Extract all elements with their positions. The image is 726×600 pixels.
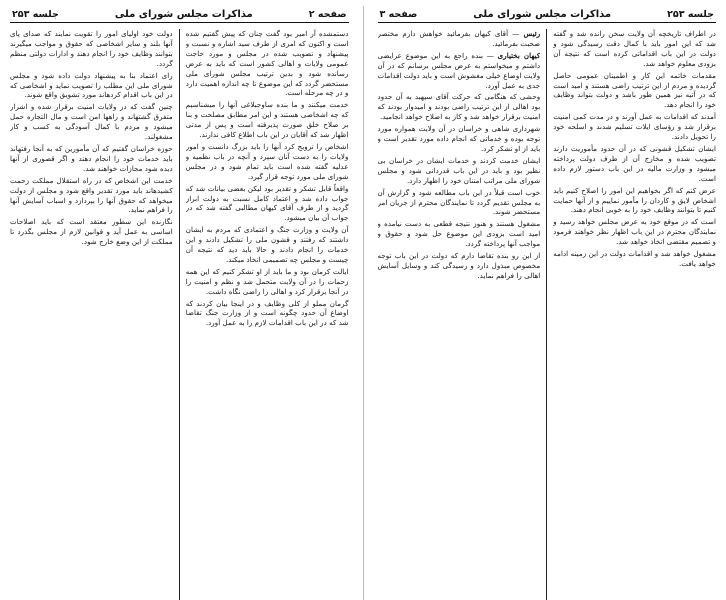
paragraph [378,188,541,218]
speaker-name: رئیس [523,29,541,38]
paragraph [10,217,173,247]
paragraph-text: مشغول هستند و هنوز نتیجه قطعی به دست نیامده و امید است بزودی این موضوع حل شود و حقوق و مواجب آنها پرداخته گردد. [377,219,541,249]
paragraph-text: گرمان مملو از کلی وظایف و در اینجا بیان کردند که اوضاع آن حدود چگونه است و از وزارت جنگ تقاضا شد که در این باب اقدامات لازم را به عمل آورد. [185,298,349,328]
paragraph-text: مقدمات خاتمه این کار و اطمینان عمومی حاصل گردیده و مردم از این ترتیب راضی هستند و امید است که در آتیه نیز همین طور باشد و دولت بتواند وظایف خود را انجام دهد. [553,70,716,110]
paragraph-text: شهرداری شاهی و خراسان در آن ولایت همواره مورد توجه بوده و خدماتی که انجام داده مورد تقدیر است و باید از او تشکر کرد. [377,124,541,153]
paragraph [553,29,716,69]
column-divider [546,29,547,600]
column-divider [179,29,180,600]
paragraph [10,176,173,216]
paragraph-text: دستمشده آر امیر بود گفت چنان که پیش گفتیم شده است و اکنون که امری از طرف سید اشاره و نسبت و پیشنهاد و تصویب شده در مجلس و مورد حاجت عمومی ولایات و اهالی کشور است که باید به عرض رسانده شود و بدین ترتیب مجلس شورای ملی مستحضر گردد که این موضوع تا چه اندازه اهمیت دارد و در چه مرحله است. [185,29,349,98]
paragraph-text: اشخاص را ترویج کرد آنها را باید بزرگ دانست و امور ولایات را به دست آنان سپرد و آنچه در باب نظمیه و عدلیه گفته شده است باید تمام شود و در مجلس شورای ملی مورد توجه قرار گیرد. [185,141,349,181]
paragraph [378,156,541,186]
left-page-column-1 [553,29,716,600]
paragraph [186,225,349,265]
paragraph [186,267,349,297]
right-page-column-1 [186,29,349,600]
paragraph [553,144,716,184]
left-page-title: مذاکرات مجلس شورای ملی [473,9,612,20]
paragraph [553,217,716,247]
paragraph [378,92,541,122]
paragraph-text: نگارنده این سطور معتقد است که باید اصلاحات اساسی به عمل آید و قوانین لازم از مجلس بگذرد تا مملکت از این وضع خارج شود. [10,217,173,247]
paragraph [10,102,173,142]
paragraph [10,144,173,174]
paragraph-text: چنین گفت که در ولایات امنیت برقرار شده و اشرار متفرق گشتهاند و راهها امن است و مال التجاره حمل میشود و مردم با کمال آسودگی به کسب و کار مشغولند. [10,102,173,142]
paragraph [378,251,541,281]
paragraph [186,142,349,182]
paragraph [378,51,541,91]
left-page-column-2 [378,29,541,600]
paragraph-text: است که در موقع خود به عرض مجلس خواهد رسید و نمایندگان محترم در این باب اظهار نظر خواهند فرمود و تصمیم مقتضی اتخاذ خواهد شد. [553,217,716,247]
left-page-number: صفحه ۳ [379,9,418,20]
right-page-header [10,6,349,23]
paragraph [10,29,173,69]
left-page-session: جلسه ۲۵۳ [667,9,714,20]
paragraph [553,186,716,216]
paragraph [378,124,541,154]
paragraph-text: از این رو بنده تقاضا دارم که دولت در این باب توجه مخصوص مبذول دارد و رسیدگی کند و وسایل آسایش اهالی را فراهم نماید. [377,251,541,280]
paragraph [553,249,716,269]
right-page-number: صفحه ۲ [308,9,347,20]
paragraph-text: واقعاً قابل تشکر و تقدیر بود لیکن بعضی بیانات شد که جواب داده شد و اعتماد کامل نسبت به دولت ابراز گردید و از طرف آقای کیهان مطالبی گفته شد که در جواب آن بیان میشود. [185,183,349,223]
paragraph-text: خوب است قبلاً در این باب مطالعه شود و گزارش آن به مجلس تقدیم گردد تا نمایندگان محترم از جریان امر مستحضر شوند. [377,187,541,217]
paragraph-text: ایشان تشکیل قشونی که در آن حدود مأموریت دارند تصویب شده و مخارج آن از طرف دولت پرداخته میشود و وزارت مالیه در این باب دستور لازم داده است. [553,143,716,183]
paragraph [378,29,541,49]
paragraph [553,112,716,142]
paragraph-text: خدمت میکنند و ما بنده ساوجبلاغی آنها را میشناسیم که چه اشخاصی هستند و این امر مطابق مصلحت و بنا بر صلاح خلق صورت پذیرفته است و پس از مدتی اظهار شد که آقایان در این باب اطلاع کافی ندارند. [185,100,349,140]
left-page-body [378,23,717,600]
paragraph-text: رای اعتماد بنا به پیشنهاد دولت داده شود و مجلس شورای ملی این مطلب را تصویب نماید و اشخاصی که در این باب اقدام کردهاند مورد تشویق واقع شوند. [10,70,173,100]
paragraph-text: در اطراف تاریخچه آن ولایت سخن رانده شد و گفته شد که این امور باید با کمال دقت رسیدگی شود و دولت در این باب اقداماتی کرده است که نتیجه آن بزودی معلوم خواهد شد. [553,29,716,68]
paragraph-text: ایالت کرمان بود و ما باید از او تشکر کنیم که این همه زحمات را در آن ولایت متحمل شد و نظم و امنیت را در آنجا برقرار کرد و اهالی را راضی نگاه داشت. [185,266,349,296]
paragraph [378,219,541,249]
paragraph-text: عرض کنم که اگر بخواهیم این امور را اصلاح کنیم باید اشخاص لایق و کاردان را مأمور نماییم و از آنها حمایت کنیم تا بتوانند وظایف خود را به خوبی انجام دهند. [553,185,716,215]
right-page-body [10,23,349,600]
page-gutter [363,6,364,600]
right-page-session: جلسه ۲۵۳ [12,9,59,20]
paragraph-text: مشغول خواهد شد و اقدامات دولت در این زمینه ادامه خواهد یافت. [553,249,716,268]
paragraph [186,100,349,140]
paragraph-text: آن ولایت و وزارت جنگ و اعتمادی که مردم به ایشان داشتند که رفتند و قشون ملی را تشکیل دادند و این خدمات را انجام دادند و حالا باید دید که نتیجه آن چیست و مجلس چه تصمیمی اتخاذ میکند. [185,225,349,264]
right-page-title: مذاکرات مجلس شورای ملی [114,9,253,20]
left-page [378,6,717,600]
speaker-name: کیهان بختیاری [497,50,541,60]
right-page-column-2 [10,29,173,600]
paragraph-text: — بنده راجع به این موضوع عرایضی داشتم و میخواستم به عرض مجلس برسانم که در آن ولایت اوضاع خیلی مغشوش است و باید دولت اقدامات جدی به عمل آورد. [377,50,541,90]
paragraph-text: حوزه خراسان گفتیم که آن مأمورین که به آنجا رفتهاند باید خدمات خود را انجام دهند و اگر قصوری از آنها دیده شود مجازات خواهند شد. [10,143,173,173]
paragraph-text: آمدند که اقدامات به عمل آورند و در مدت کمی امنیت برقرار شد و رؤسای ایلات تسلیم شدند و اسلحه خود را تحویل دادند. [553,112,716,142]
paragraph [186,184,349,224]
paragraph-text: خدمت این اشخاص که در راه استقلال مملکت زحمت کشیدهاند باید مورد تقدیر واقع شود و مجلس از دولت میخواهد که حقوق آنها را بپردازد و اسباب آسایش آنها را فراهم نماید. [10,175,173,215]
paragraph-text: وحشی که هنگامی که حرکت آقای سپهبد به آن حدود بود اهالی از این ترتیب راضی بودند و امیدوار بودند که امنیت برقرار خواهد شد و کار به اصلاح خواهد انجامید. [377,92,541,122]
paragraph [553,71,716,111]
paragraph-text: دولت خود اولیای امور را تقویت نمایند که صدای پای آنها بلند و سایر اشخاصی که حقوق و مواجب میگیرند بتوانند وظایف خود را انجام دهند و ادارات دولتی منظم گردد. [10,29,173,68]
paragraph [186,299,349,329]
left-page-header [378,6,717,23]
paragraph-text: ایشان خدمت کردند و خدمات ایشان در خراسان بی نظیر بود و باید در این باب قدردانی شود و مجلس شورای ملی مراتب امتنان خود را اظهار دارد. [377,155,541,185]
paragraph [186,29,349,98]
paragraph [10,71,173,101]
paragraph-text: — آقای کیهان بفرمائید خواهش دارم مختصر صحبت بفرمائید. [377,29,541,48]
right-page [10,6,349,600]
